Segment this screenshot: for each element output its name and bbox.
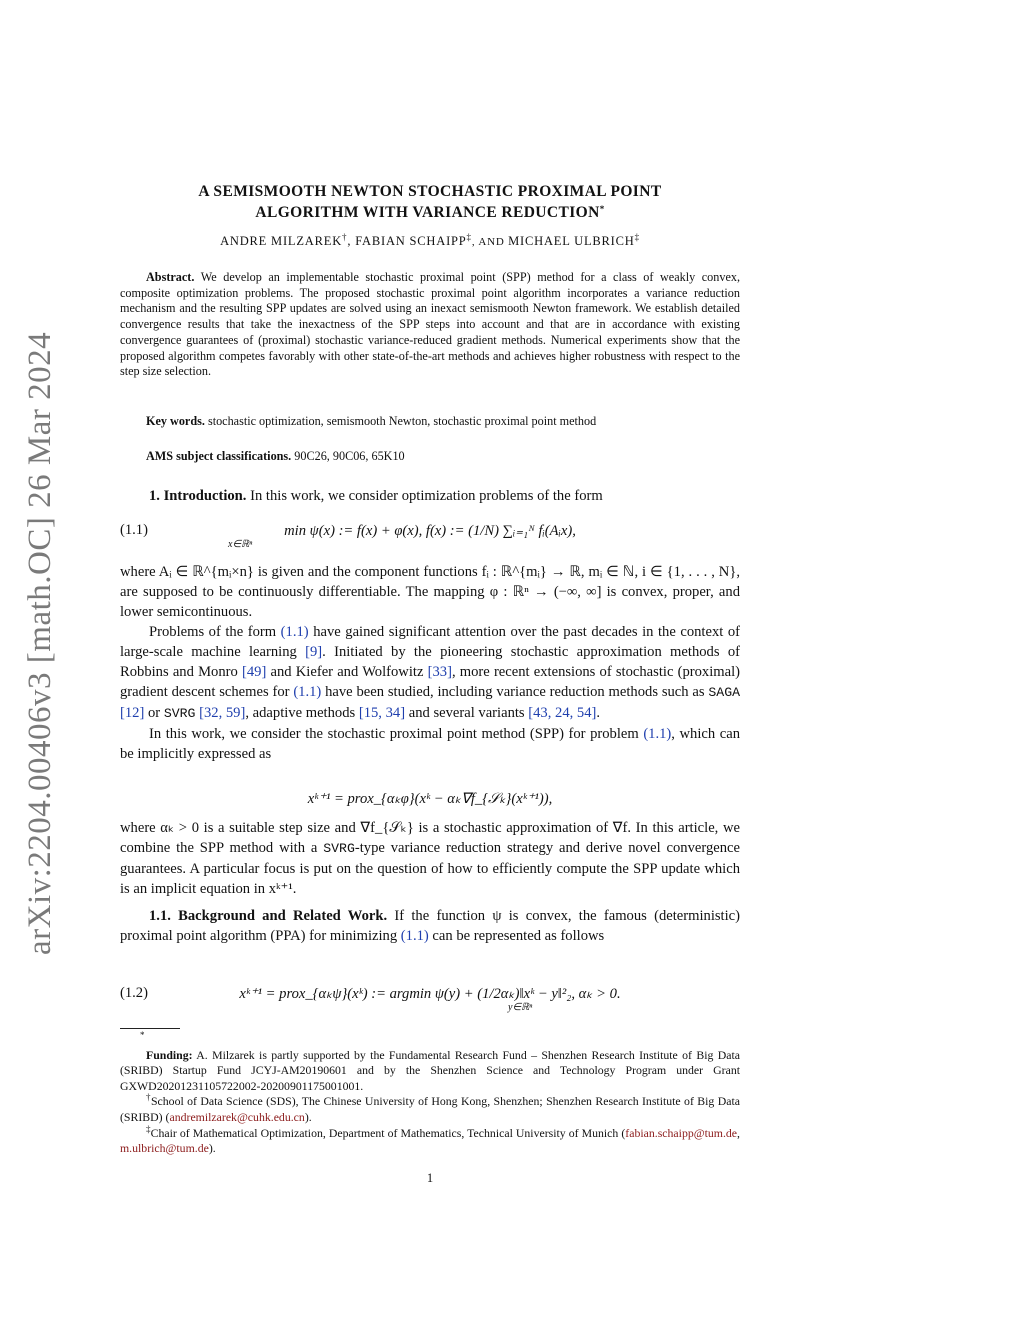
ref-43-24-54[interactable]: [43, 24, 54]: [528, 705, 597, 721]
footnote-affiliation-2: †School of Data Science (SDS), The Chinese University of Hong Kong, Shenzhen; Shenzhen Research Institute of Big Data (SRIBD) (andremilzarek@cuhk.edu.cn).: [120, 1092, 741, 1124]
footnote-funding: Funding: A. Milzarek is partly supported by the Fundamental Research Fund – Shenzhen Research Institute of Big Data (SRIBD) Startup Fund JCYJ-AM20190601 and by the Shenzhen Science and Technology Program under Grant GXWD20201231105722002-20200901175001001.: [120, 1047, 740, 1093]
ref-33[interactable]: [33]: [427, 664, 452, 680]
ref-eq-1-1[interactable]: (1.1): [400, 928, 429, 944]
paper-page: arXiv:2204.00406v3 [math.OC] 26 Mar 2024 A SEMISMOOTH NEWTON STOCHASTIC PROXIMAL POINT ALGORITHM WITH VARIANCE REDUCTION* ANDRE MILZAREK†, FABIAN SCHAIPP‡, AND MICHAEL ULBRICH‡ Abstract. We develop an implementable stochastic proximal point (SPP) method for a class of weakly convex, composite optimization problems. The proposed stochastic proximal point algorithm incorporates a variance reduction mechanism and the resulting SPP updates are solved using an inexact semismooth Newton framework. We establish detailed convergence results that take the inexactness of the SPP steps into account and that are in accordance with existing convergence guarantees of (proximal) stochastic variance-reduced gradient methods. Numerical experiments show that the proposed algorithm competes favorably with other state-of-the-art methods and achieves higher robustness with respect to the step size selection. Key words. stochastic optimization, semismooth Newton, stochastic proximal point method AMS subject classifications. 90C26, 90C06, 65K10 1. Introduction. In this work, we consider optimization problems of the form (1.1) min ψ(x) := f(x) + φ(x), f(x) := (1/N) ∑ᵢ₌₁ᴺ fᵢ(Aᵢx), x∈ℝⁿ where Aᵢ ∈ ℝ^{mᵢ×n} is given and the component functions fᵢ : ℝ^{mᵢ} → ℝ, mᵢ ∈ ℕ, i ∈ {1, . . . , N}, are supposed to be continuously differentiable. The mapping φ : ℝⁿ → (−∞, ∞] is convex, proper, and lower semicontinuous. Problems of the form (1.1) have gained significant attention over the past decades in the context of large-scale machine learning [9]. Initiated by the pioneering stochastic approximation methods of Robbins and Monro [49] and Kiefer and Wolfowitz [33], more recent extensions of stochastic (proximal) gradient descent schemes for (1.1) have been studied, including variance reduction methods such as SAGA [12] or SVRG [32, 59], adaptive methods [15, 34] and several variants [43, 24, 54]. In this work, we consider the stochastic proximal point method (SPP) for problem (1.1), which can be implicitly expressed as xᵏ⁺¹ = prox_{αₖφ}(xᵏ − αₖ∇f_{𝒮ₖ}(xᵏ⁺¹)), where αₖ > 0 is a suitable step size and ∇f_{𝒮ₖ} is a stochastic approximation of ∇f. In this article, we combine the SPP method with a SVRG-type variance reduction strategy and derive novel convergence guarantees. A particular focus is put on the question of how to efficiently compute the SPP update which is an implicit equation in xᵏ⁺¹. 1.1. Background and Related Work. If the function ψ is convex, the famous (deterministic) proximal point algorithm (PPA) for minimizing (1.1) can be represented as follows (1.2) xᵏ⁺¹ = prox_{αₖψ}(xᵏ) := argmin ψ(y) + (1/2αₖ)‖xᵏ − y‖²₂, αₖ > 0. y∈ℝⁿ * Funding: A. Milzarek is partly supported by the Fundamental Research Fund – Shenzhen Research Institute of Big Data (SRIBD) Startup Fund JCYJ-AM20190601 and by the Shenzhen Science and Technology Program under Grant GXWD20201231105722002-20200901175001001. †School of Data Science (SDS), The Chinese University of Hong Kong, Shenzhen; Shenzhen Research Institute of Big Data (SRIBD) (andremilzarek@cuhk.edu.cn). ‡Chair of Mathematical Optimization, Department of Mathematics, Technical University of Munich (fabian.schaipp@tum.de, m.ulbrich@tum.de). 1: [0, 0, 1024, 1325]
abstract-label: Abstract.: [146, 270, 195, 284]
page-number: 1: [426, 1171, 434, 1185]
saga-name: SAGA: [708, 685, 741, 700]
email-link[interactable]: andremilzarek@cuhk.edu.cn: [169, 1109, 305, 1124]
section-introduction: 1. Introduction. In this work, we consider optimization problems of the form: [149, 488, 603, 504]
arxiv-identifier: arXiv:2204.00406v3 [math.OC] 26 Mar 2024: [22, 331, 58, 955]
equation-number: (1.1): [120, 522, 148, 538]
ams-classifications: AMS subject classifications. 90C26, 90C06, 65K10: [146, 449, 405, 463]
email-link[interactable]: m.ulbrich@tum.de: [120, 1141, 209, 1156]
title-footnote-mark: *: [599, 204, 605, 214]
footnote-rule: [120, 1028, 180, 1029]
section-heading: 1. Introduction.: [149, 488, 247, 504]
equation-body: min ψ(x) := f(x) + φ(x), f(x) := (1/N) ∑ᵢ₌₁ᴺ fᵢ(Aᵢx),: [284, 523, 576, 539]
ref-15-34[interactable]: [15, 34]: [358, 705, 406, 721]
svrg-name: SVRG: [163, 706, 196, 721]
equation-body: xᵏ⁺¹ = prox_{αₖψ}(xᵏ) := argmin ψ(y) + (1/2αₖ)‖xᵏ − y‖²₂, αₖ > 0.: [239, 986, 621, 1002]
footnotes: * Funding: A. Milzarek is partly supported by the Fundamental Research Fund – Shenzhen Research Institute of Big Data (SRIBD) Startup Fund JCYJ-AM20190601 and by the Shenzhen Science and Technology Program under Grant GXWD20201231105722002-20200901175001001. †School of Data Science (SDS), The Chinese University of Hong Kong, Shenzhen; Shenzhen Research Institute of Big Data (SRIBD) (andremilzarek@cuhk.edu.cn). ‡Chair of Mathematical Optimization, Department of Mathematics, Technical University of Munich (fabian.schaipp@tum.de, m.ulbrich@tum.de).: [120, 1030, 741, 1156]
paragraph-spp: In this work, we consider the stochastic proximal point method (SPP) for problem (1.1), which can be implicitly expressed as: [120, 726, 740, 762]
author-1: ANDRE MILZAREK: [220, 234, 343, 248]
keywords: Key words. stochastic optimization, semismooth Newton, stochastic proximal point method: [146, 414, 597, 428]
subsection-heading: 1.1. Background and Related Work.: [149, 908, 388, 924]
ref-12[interactable]: [12]: [120, 705, 145, 721]
ref-eq-1-1[interactable]: (1.1): [293, 684, 322, 700]
paragraph-related-problems: Problems of the form (1.1) have gained significant attention over the past decades in the context of large-scale machine learning [9]. Initiated by the pioneering stochastic approximation methods of Robbins and Monro [49] and Kiefer and Wolfowitz [33], more recent extensions of stochastic (proximal) gradient descent schemes for (1.1) have been studied, including variance reduction methods such as SAGA [12] or SVRG [32, 59], adaptive methods [15, 34] and several variants [43, 24, 54].: [120, 624, 741, 721]
email-link[interactable]: fabian.schaipp@tum.de: [625, 1125, 738, 1140]
ref-eq-1-1[interactable]: (1.1): [280, 624, 309, 640]
footnote-affiliation-3: ‡Chair of Mathematical Optimization, Department of Mathematics, Technical University of Munich (fabian.schaipp@tum.de, m.ulbrich@tum.de).: [120, 1123, 740, 1156]
title-line-2: ALGORITHM WITH VARIANCE REDUCTION: [255, 204, 600, 221]
title-line-1: A SEMISMOOTH NEWTON STOCHASTIC PROXIMAL POINT: [198, 183, 662, 200]
author-3: MICHAEL ULBRICH: [508, 234, 635, 248]
ref-eq-1-1[interactable]: (1.1): [643, 726, 672, 742]
author-list: ANDRE MILZAREK†, FABIAN SCHAIPP‡, AND MICHAEL ULBRICH‡: [220, 232, 640, 248]
ref-32-59[interactable]: [32, 59]: [199, 705, 246, 721]
section-background: 1.1. Background and Related Work. If the function ψ is convex, the famous (deterministic) proximal point algorithm (PPA) for minimizing (1.1) can be represented as follows: [120, 908, 740, 944]
equation-number: (1.2): [120, 985, 148, 1001]
ref-9[interactable]: [9]: [305, 644, 323, 660]
paper-title: [120, 181, 740, 223]
paragraph-contribution: where αₖ > 0 is a suitable step size and ∇f_{𝒮ₖ} is a stochastic approximation of ∇f. In this article, we combine the SPP method with a SVRG-type variance reduction strategy and derive novel convergence guarantees. A particular focus is put on the question of how to efficiently compute the SPP update which is an implicit equation in xᵏ⁺¹.: [120, 820, 740, 897]
author-2: FABIAN SCHAIPP: [355, 234, 467, 248]
paragraph-definitions: where Aᵢ ∈ ℝ^{mᵢ×n} is given and the component functions fᵢ : ℝ^{mᵢ} → ℝ, mᵢ ∈ ℕ, i ∈ {1, . . . , N}, are supposed to be continuously differentiable. The mapping φ : ℝⁿ → (−∞, ∞] is convex, proper, and lower semicontinuous.: [120, 564, 740, 620]
intro-paragraphs: [120, 562, 740, 764]
ref-49[interactable]: [49]: [242, 664, 267, 680]
abstract-text: We develop an implementable stochastic proximal point (SPP) method for a class of weakly convex, composite optimization problems. The proposed stochastic proximal point algorithm incorporates a variance reduction mechanism and the resulting SPP updates are solved using an inexact semismooth Newton framework. We establish detailed convergence results that take the inexactness of the SPP steps into account and that are in accordance with existing convergence guarantees of (proximal) stochastic variance-reduced gradient methods. Numerical experiments show that the proposed algorithm competes favorably with other state-of-the-art methods and achieves higher robustness with respect to the step size selection.: [120, 270, 740, 379]
abstract: [120, 270, 740, 380]
